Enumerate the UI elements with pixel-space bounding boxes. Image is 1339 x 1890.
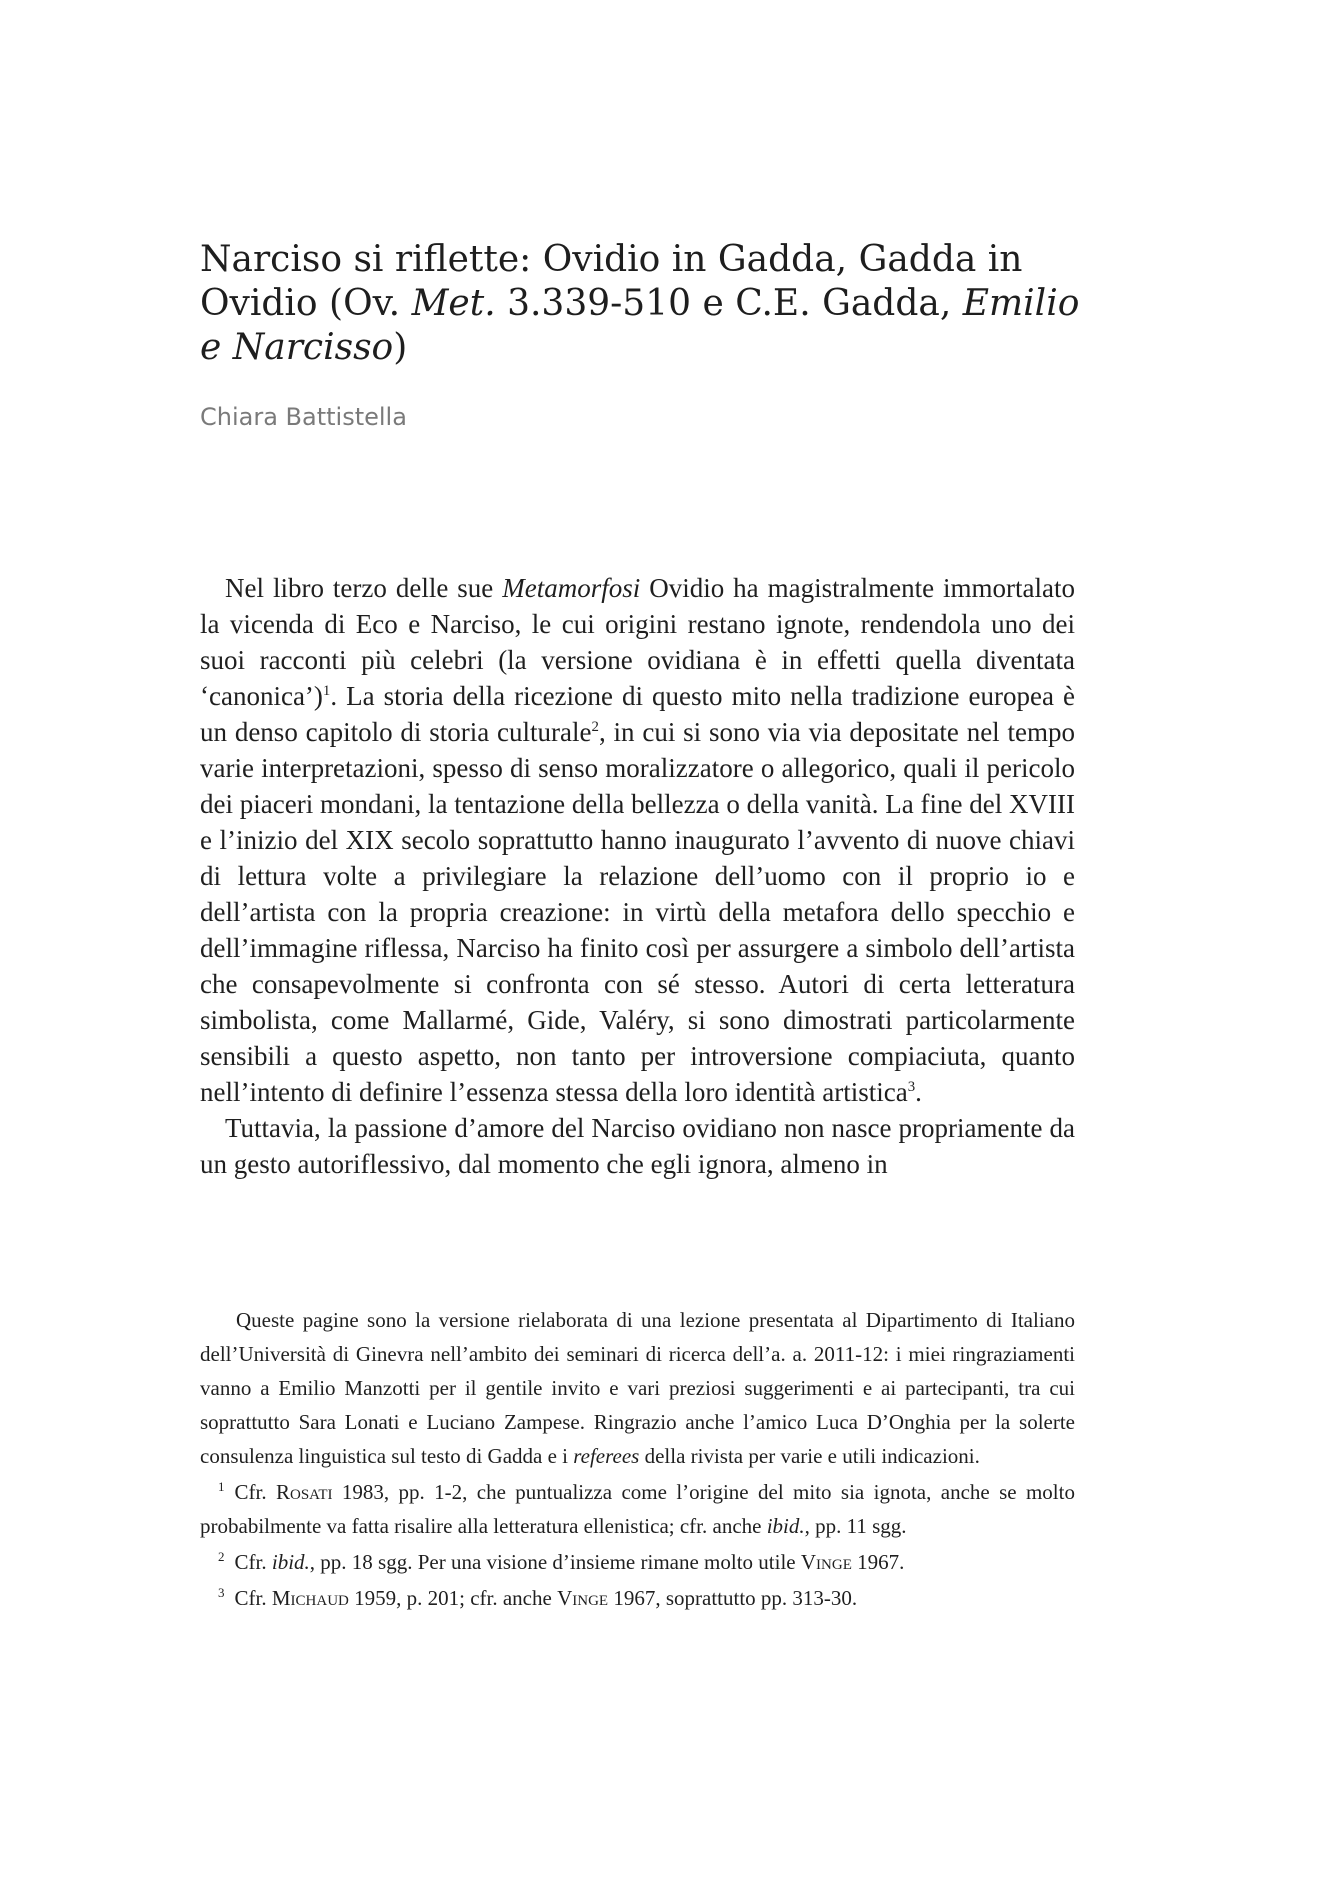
footnote-ref-2[interactable]: 2 (591, 719, 599, 735)
author-name: Chiara Battistella (200, 403, 407, 431)
article-title (200, 238, 1100, 370)
acknowledgement-note (200, 1303, 1075, 1473)
fn3-author-vinge: Vinge (557, 1586, 609, 1610)
fn1-italic-ibid: ibid. (766, 1514, 805, 1538)
p1-text-c: . La storia della ricezione di questo mito nella tradizione europea è un denso capitolo di storia culturale (200, 681, 1075, 747)
ack-italic-referees: referees (573, 1444, 640, 1468)
fn1-author-rosati: Rosati (275, 1480, 333, 1504)
paragraph-1 (200, 570, 1075, 1110)
fn2-author-vinge: Vinge (800, 1550, 852, 1574)
fn2-text-a: Cfr. (234, 1550, 272, 1574)
footnote-ref-1[interactable]: 1 (322, 683, 331, 699)
title-text-1: Narciso si riflette: Ovidio in Gadda, Gadda in Ovidio (Ov. (200, 239, 1023, 324)
fn2-italic-ibid: ibid. (271, 1550, 310, 1574)
fn1-text-c: , pp. 11 sgg. (804, 1514, 907, 1538)
title-text-2: 3.339-510 e C.E. Gadda, (495, 283, 963, 324)
p1-text-d: , in cui si sono via via depositate nel tempo varie interpretazioni, spesso di senso moralizzatore o allegorico, quali il pericolo dei piaceri mondani, la tentazione della bellezza o della vanità. La fine del XVIII e l’inizio del XIX secolo soprattutto hanno inaugurato l’avvento di nuove chiavi di lettura volte a privilegiare la relazione dell’uomo con il proprio io e dell’artista con la propria creazione: in virtù della metafora dello specchio e dell’immagine riflessa, Narciso ha finito così per assurgere a simbolo dell’artista che consapevolmente si confronta con sé stesso. Autori di certa letteratura simbolista, come Mallarmé, Gide, Valéry, si sono dimostrati particolarmente sensibili a questo aspetto, non tanto per introversione compiaciuta, quanto nell’intento di definire l’essenza stessa della loro identità artistica (200, 717, 1075, 1107)
title-text-3: ) (393, 327, 408, 368)
fn1-text-a: Cfr. (234, 1480, 276, 1504)
fn1-text-b: 1983, pp. 1-2, che puntualizza come l’origine del mito sia ignota, anche se molto probabilmente va fatta risalire alla letteratura ellenistica; cfr. anche (200, 1480, 1075, 1538)
fn3-text-a: Cfr. (234, 1586, 272, 1610)
footnote-ref-3[interactable]: 3 (907, 1079, 916, 1095)
footnote-2 (200, 1545, 1075, 1579)
fn3-text-c: 1967, soprattutto pp. 313-30. (608, 1586, 858, 1610)
footnote-1-number: 1 (218, 1479, 225, 1494)
p1-text-b: Ovidio ha magistralmente immortalato la vicenda di Eco e Narciso, le cui origini restano ignote, rendendola uno dei suoi racconti più celebri (la versione ovidiana è in effetti quella diventata ‘canonica’) (200, 573, 1075, 711)
ack-text-a: Queste pagine sono la versione rielaborata di una lezione presentata al Dipartimento di Italiano dell’Università di Ginevra nell’ambito dei seminari di ricerca dell’a. a. 2011-12: i miei ringraziamenti vanno a Emilio Manzotti per il gentile invito e vari preziosi suggerimenti e ai partecipanti, tra cui soprattutto Sara Lonati e Luciano Zampese. Ringrazio anche l’amico Luca D’Onghia per la solerte consulenza linguistica sul testo di Gadda e i (200, 1308, 1075, 1468)
ack-text-b: della rivista per varie e utili indicazioni. (639, 1444, 980, 1468)
fn3-author-michaud: Michaud (271, 1586, 349, 1610)
fn2-text-b: , pp. 18 sgg. Per una visione d’insieme rimane molto utile (309, 1550, 801, 1574)
p1-italic-metamorfosi: Metamorfosi (502, 573, 641, 603)
footnotes (200, 1303, 1075, 1617)
footnote-1 (200, 1475, 1075, 1543)
body-text (200, 570, 1075, 1182)
p1-text-e: . (915, 1077, 922, 1107)
paragraph-2: Tuttavia, la passione d’amore del Narciso ovidiano non nasce propriamente da un gesto autoriflessivo, dal momento che egli ignora, almeno in (200, 1113, 1075, 1179)
fn2-text-c: 1967. (851, 1550, 905, 1574)
title-italic-met: Met. (411, 283, 496, 324)
footnote-3-number: 3 (218, 1585, 225, 1600)
p1-text-a: Nel libro terzo delle sue (225, 573, 503, 603)
title-italic-emilio: Emilio e Narcisso (200, 283, 1080, 368)
fn3-text-b: 1959, p. 201; cfr. anche (348, 1586, 558, 1610)
footnote-2-number: 2 (218, 1549, 225, 1564)
footnote-3 (200, 1581, 1075, 1615)
